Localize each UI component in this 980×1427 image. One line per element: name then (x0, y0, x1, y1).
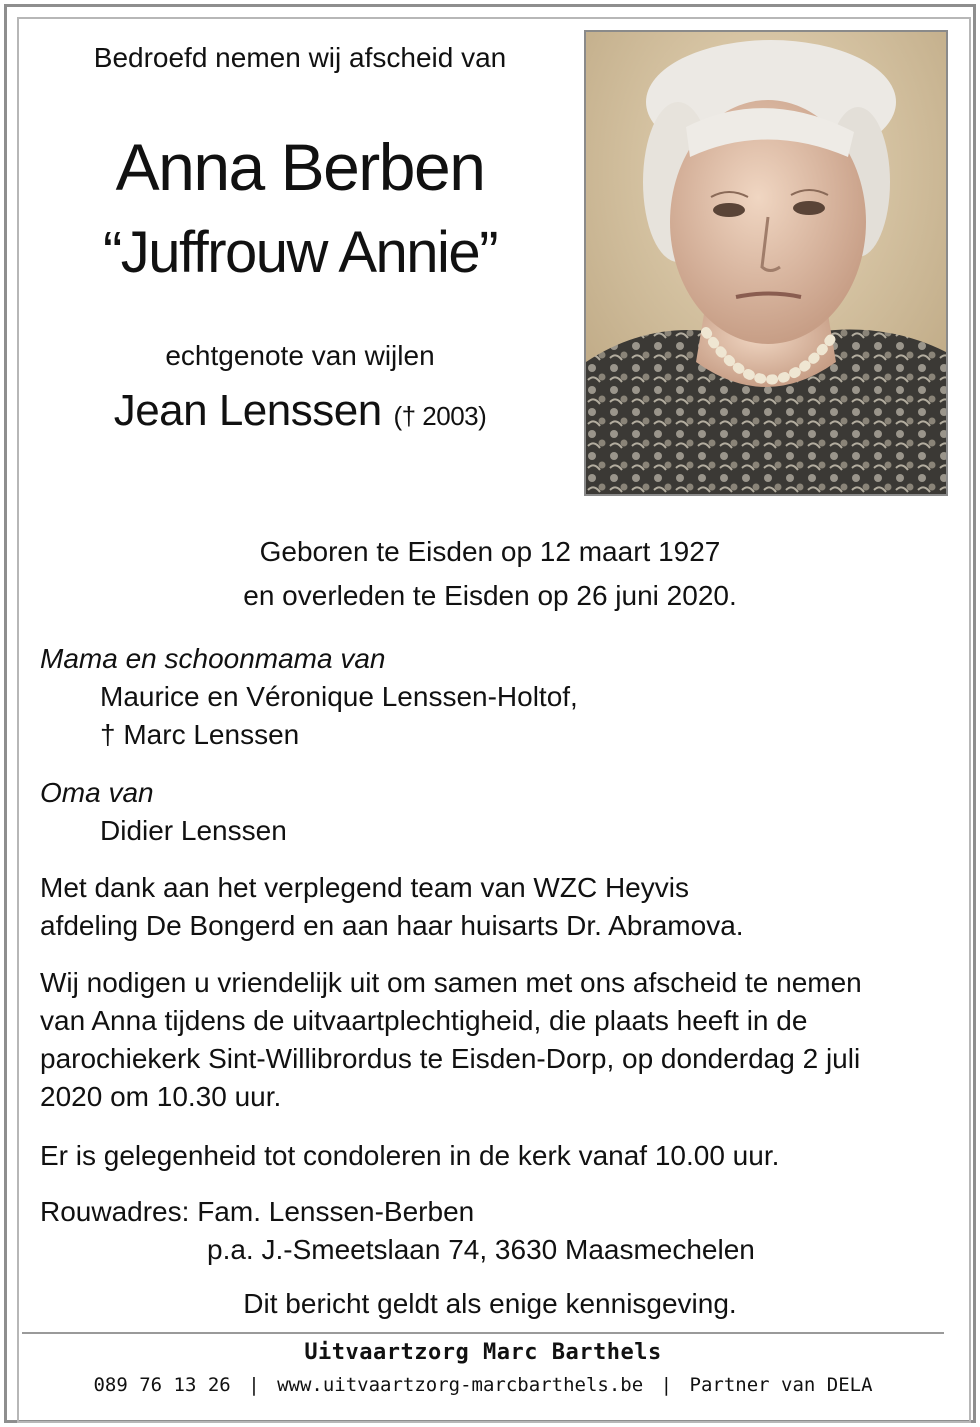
ceremony-paragraph (40, 964, 862, 1116)
ceremony-line: van Anna tijdens de uitvaartplechtigheid, die plaats heeft in de (40, 1005, 808, 1036)
address-label: Rouwadres: (40, 1196, 190, 1227)
notice-text: Dit bericht geldt als enige kennisgeving. (243, 1288, 737, 1319)
spouse-name: Jean Lenssen (113, 386, 382, 435)
grandchildren-section (40, 774, 287, 850)
address-line-1 (40, 1193, 755, 1231)
death-line: en overleden te Eisden op 26 juni 2020. (243, 580, 737, 611)
spouse-label: echtgenote van wijlen (165, 340, 435, 371)
spouse-line (20, 386, 580, 436)
footer-divider (22, 1332, 944, 1334)
thanks-paragraph (40, 869, 744, 945)
children-section (40, 640, 578, 754)
deceased-name: Anna Berben (115, 130, 485, 204)
funeral-company: Uitvaartzorg Marc Barthels (304, 1340, 662, 1365)
child-line: Maurice en Véronique Lenssen-Holtof, (100, 681, 578, 712)
address-block (40, 1193, 755, 1269)
footer-separator: | (248, 1374, 260, 1396)
ceremony-line: 2020 om 10.30 uur. (40, 1081, 282, 1112)
ceremony-line: Wij nodigen u vriendelijk uit om samen met ons afscheid te nemen (40, 967, 862, 998)
grandchild-line: Didier Lenssen (100, 815, 287, 846)
child-line: † Marc Lenssen (100, 719, 300, 750)
birth-line: Geboren te Eisden op 12 maart 1927 (259, 536, 721, 567)
intro-text: Bedroefd nemen wij afscheid van (93, 42, 507, 73)
portrait-photo (584, 30, 948, 496)
ceremony-line: parochiekerk Sint-Willibrordus te Eisden-Dorp, op donderdag 2 juli (40, 1043, 861, 1074)
address-line-2: p.a. J.-Smeetslaan 74, 3630 Maasmechelen (207, 1234, 755, 1265)
website-link[interactable]: www.uitvaartzorg-marcbarthels.be (277, 1374, 644, 1396)
children-label: Mama en schoonmama van (40, 643, 386, 674)
phone-number: 089 76 13 26 (93, 1374, 231, 1396)
address-family: Fam. Lenssen-Berben (197, 1196, 475, 1227)
spouse-death-year: († 2003) (393, 401, 487, 431)
condolence-text: Er is gelegenheid tot condoleren in de kerk vanaf 10.00 uur. (40, 1140, 780, 1171)
thanks-line: Met dank aan het verplegend team van WZC Heyvis (40, 872, 689, 903)
footer-separator: | (660, 1374, 673, 1396)
partner-text: Partner van DELA (689, 1374, 873, 1396)
life-dates (20, 530, 960, 618)
grandchildren-label: Oma van (40, 777, 154, 808)
thanks-line: afdeling De Bongerd en aan haar huisarts Dr. Abramova. (40, 910, 744, 941)
footer-contact (0, 1374, 966, 1396)
nickname: “Juffrouw Annie” (102, 220, 498, 285)
